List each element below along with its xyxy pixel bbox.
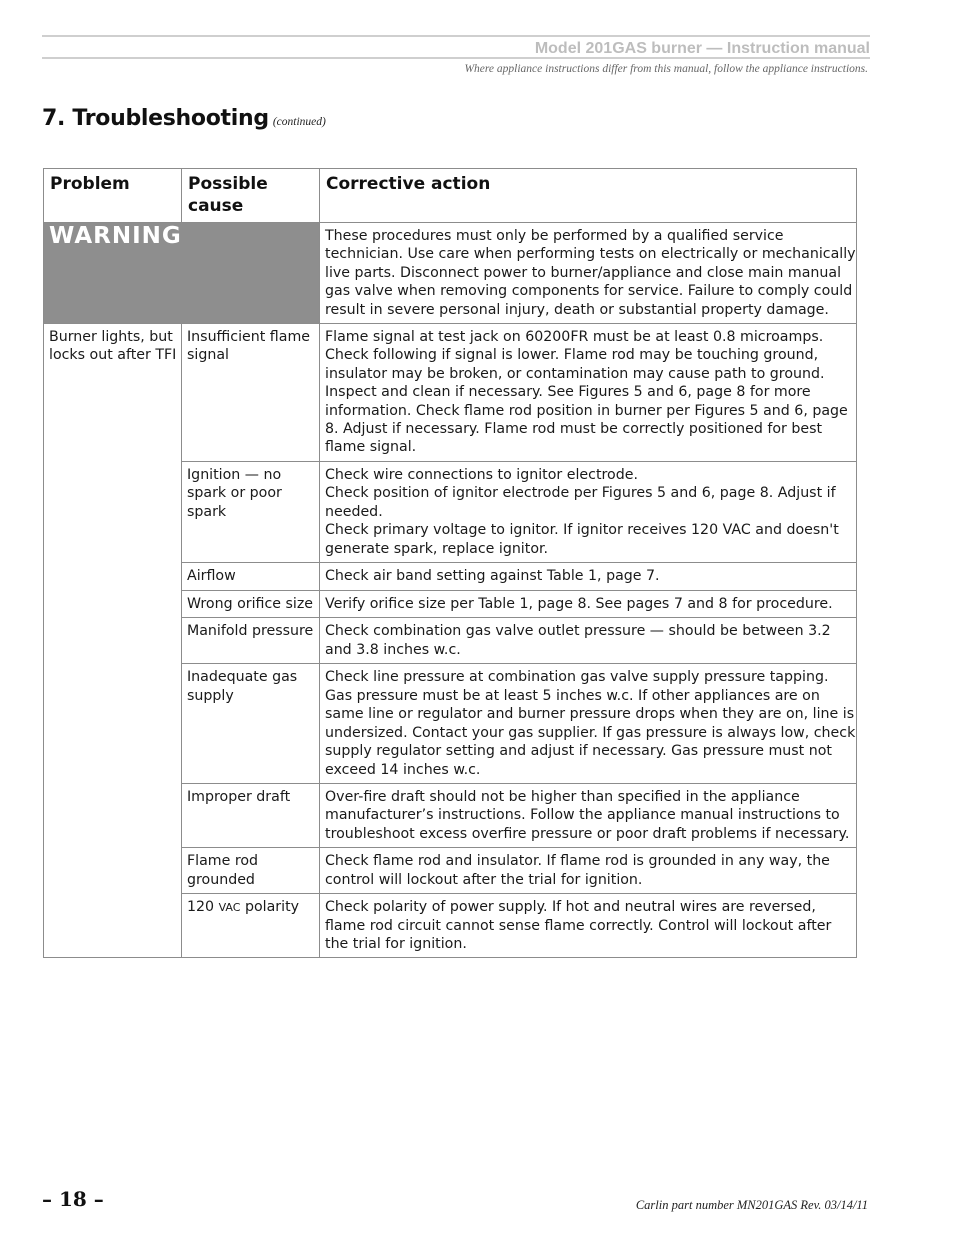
action-cell: Check flame rod and insulator. If flame rod is grounded in any way, the control will lockout after the trial for ignition.	[320, 848, 857, 894]
action-cell: Check combination gas valve outlet pressure — should be between 3.2 and 3.8 inches w.c.	[320, 618, 857, 664]
warning-text: These procedures must only be performed by a qualified service technician. Use care when performing tests on electrically or mechanically live parts. Disconnect power to burner/appliance and close main manual gas valve when removing components for service. Failure to comply could result in severe personal injury, death or substantial property damage.	[320, 223, 857, 324]
cause-cell: Flame rod grounded	[182, 848, 320, 894]
header-rule-bottom	[42, 57, 870, 59]
header-rule-top	[42, 35, 870, 37]
manual-title: Model 201GAS burner — Instruction manual	[534, 40, 870, 57]
warning-label: WARNING	[44, 223, 320, 324]
cause-cell: Airflow	[182, 563, 320, 591]
cause-cell: Wrong orifice size	[182, 591, 320, 618]
section-continued: (continued)	[272, 116, 326, 128]
cause-cell: Ignition — no spark or poor spark	[182, 462, 320, 563]
table-header-row	[44, 169, 857, 223]
problem-cell: Burner lights, but locks out after TFI	[44, 324, 182, 958]
cause-cell: Improper draft	[182, 783, 320, 847]
action-cell: Verify orifice size per Table 1, page 8. See pages 7 and 8 for procedure.	[320, 591, 857, 618]
table-row	[44, 324, 857, 462]
troubleshooting-table	[43, 168, 857, 958]
action-cell: Flame signal at test jack on 60200FR must be at least 0.8 microamps. Check following if signal is lower. Flame rod may be touching ground, insulator may be broken, or contamination may cause path to ground. Inspect and clean if necessary. See Figures 5 and 6, page 8 for more information. Check flame rod position in burner per Figures 5 and 6, page 8. Adjust if necessary. Flame rod must be correctly positioned for best flame signal.	[320, 324, 857, 462]
cause-cell	[182, 894, 320, 958]
cause-rest: polarity	[244, 899, 300, 916]
cause-cell: Inadequate gas supply	[182, 664, 320, 783]
cause-unit: VAC	[218, 901, 241, 915]
section-title: 7. Troubleshooting	[42, 106, 269, 131]
action-cell: Check wire connections to ignitor electrode. Check position of ignitor electrode per Figures 5 and 6, page 8. Adjust if needed. Check primary voltage to ignitor. If ignitor receives 120 VAC and doesn't generate spark, replace ignitor.	[320, 462, 857, 563]
page-number: – 18 –	[42, 1187, 104, 1211]
header-possible-cause: Possible cause	[182, 169, 320, 223]
cause-cell: Manifold pressure	[182, 618, 320, 664]
section-heading	[42, 106, 326, 131]
warning-row	[44, 223, 857, 324]
part-number: Carlin part number MN201GAS Rev. 03/14/11	[635, 1198, 868, 1212]
header-corrective-action: Corrective action	[320, 169, 857, 223]
action-cell: Check polarity of power supply. If hot and neutral wires are reversed, flame rod circuit cannot sense flame correctly. Control will lockout after the trial for ignition.	[320, 894, 857, 958]
action-cell: Over-fire draft should not be higher than specified in the appliance manufacturer’s instructions. Follow the appliance manual instructions to troubleshoot excess overfire pressure or poor draft problems if necessary.	[320, 783, 857, 847]
action-cell: Check air band setting against Table 1, page 7.	[320, 563, 857, 591]
action-cell: Check line pressure at combination gas valve supply pressure tapping. Gas pressure must be at least 5 inches w.c. If other appliances are on same line or regulator and burner pressure drops when they are on, line is undersized. Contact your gas supplier. If gas pressure is always low, check supply regulator setting and adjust if necessary. Gas pressure must not exceed 14 inches w.c.	[320, 664, 857, 783]
header-problem: Problem	[44, 169, 182, 223]
manual-subtitle: Where appliance instructions differ from this manual, follow the appliance instructions.	[464, 63, 868, 75]
cause-cell: Insufficient flame signal	[182, 324, 320, 462]
cause-voltage: 120	[187, 899, 215, 916]
